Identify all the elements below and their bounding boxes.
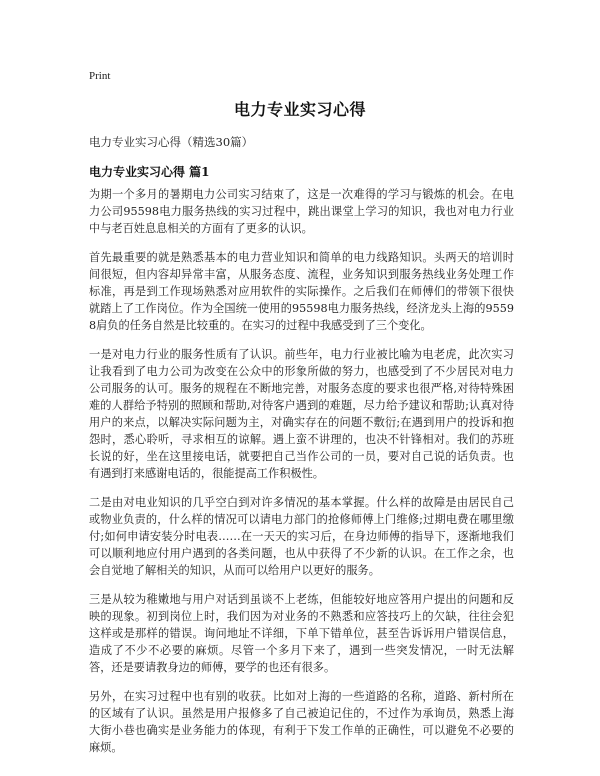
paragraph-3: 一是对电力行业的服务性质有了认识。前些年，电力行业被比喻为电老虎，此次实习让我看到了电力公司为改变在公众中的形象所做的努力，也感受到了不少居民对电力公司服务的认可。服务的规程在不断地完善，对服务态度的要求也很严格,对待特殊困难的人群给予特别的照顾和帮助,对待客户遇到的难题，尽力给予建议和帮助;认真对待用户的来点，以解决实际问题为主，对确实存在的问题不敷衍;在遇到用户的投诉和抱怨时，悉心聆听，寻求相互的谅解。遇上蛮不讲理的，也决不针锋相对。我们的苏班长说的好，坐在这里接电话，就要把自己当作公司的一员，要对自己说的话负责。也有遇到打来感谢电话的，很能提高工作积极性。 (89, 348, 514, 480)
article-body (89, 186, 514, 768)
document-subtitle: 电力专业实习心得（精选30篇） (89, 135, 254, 149)
paragraph-1: 为期一个多月的暑期电力公司实习结束了，这是一次难得的学习与锻炼的机会。在电力公司95598电力服务热线的实习过程中，跳出课堂上学习的知识，我也对电力行业中与老百姓息息相关的方面有了更多的认识。 (89, 188, 514, 235)
print-label[interactable]: Print (89, 70, 111, 82)
paragraph-6: 另外，在实习过程中也有别的收获。比如对上海的一些道路的名称，道路、新村所在的区域有了认识。虽然是用户报修多了自己被迫记住的，不过作为承询员，熟悉上海大街小巷也确实是业务能力的体现，有利于下发工作单的正确性，可以避免不必要的麻烦。 (89, 690, 514, 754)
paragraph-5: 三是从较为稚嫩地与用户对话到虽谈不上老练，但能较好地应答用户提出的问题和反映的现象。初到岗位上时，我们因为对业务的不熟悉和应答技巧上的欠缺，往往会犯这样或是那样的错误。询问地址不详细，下单下错单位，甚至告诉诉用户错误信息，造成了不少不必要的麻烦。尽管一个多月下来了，遇到一些突发情况，一时无法解答，还是要请教身边的师傅，要学的也还有很多。 (89, 593, 514, 674)
document-title: 电力专业实习心得 (233, 100, 366, 119)
paragraph-4: 二是由对电业知识的几乎空白到对许多情况的基本掌握。什么样的故障是由居民自己或物业负责的，什么样的情况可以请电力部门的抢修师傅上门维修;过期电费在哪里缴付;如何申请安装分时电表……在一天天的实习后，在身边师傅的指导下，逐渐地我们可以顺利地应付用户遇到的各类问题，也从中获得了不少新的认识。在工作之余，也会自觉地了解相关的知识，从而可以给用户以更好的服务。 (89, 496, 514, 577)
section-heading: 电力专业实习心得 篇1 (89, 165, 210, 179)
paragraph-2: 首先最重要的就是熟悉基本的电力营业知识和简单的电力线路知识。头两天的培训时间很短，但内容却异常丰富，从服务态度、流程，业务知识到服务热线业务处理工作标准，再是到工作现场熟悉对应用软件的实际操作。之后我们在师傅们的带领下很快就踏上了工作岗位。作为全国统一使用的95598电力服务热线，经济龙头上海的95598肩负的任务自然是比较重的。在实习的过程中我感受到了三个变化。 (89, 251, 514, 332)
